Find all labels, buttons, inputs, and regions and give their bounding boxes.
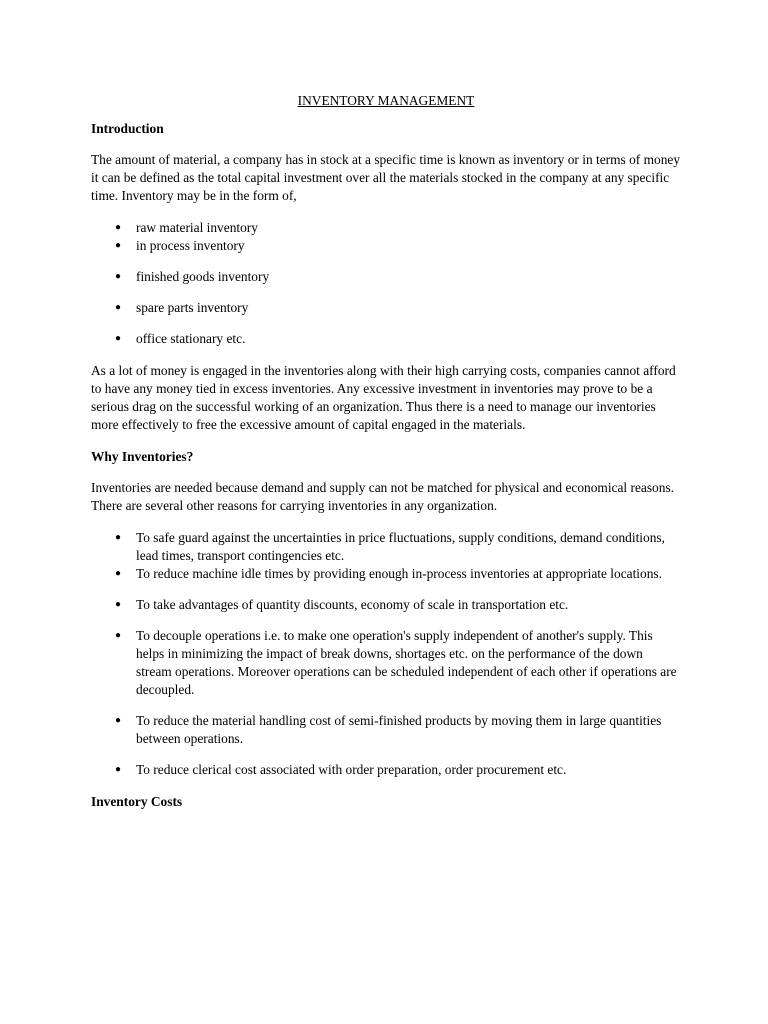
- bullet-icon: ●: [115, 222, 122, 233]
- bullet-icon: ●: [115, 568, 122, 579]
- list-item: [91, 268, 681, 286]
- list-item-text: office stationary etc.: [136, 331, 246, 346]
- list-item-text: To reduce clerical cost associated with order preparation, order procurement etc.: [136, 762, 567, 777]
- excess-investment-paragraph: As a lot of money is engaged in the inventories along with their high carrying costs, companies cannot afford to have any money tied in excess inventories. Any excessive investment in inventories may prove to be a serious drag on the successful working of an organization. Thus there is a need to manage our inventories more effectively to free the excessive amount of capital engaged in the materials.: [91, 363, 676, 432]
- bullet-icon: ●: [115, 333, 122, 344]
- list-item: [91, 712, 681, 748]
- list-item: [91, 219, 681, 237]
- bullet-icon: ●: [115, 599, 122, 610]
- list-item-text: in process inventory: [136, 238, 245, 253]
- list-item: [91, 529, 681, 565]
- list-item-text: To reduce the material handling cost of semi-finished products by moving them in large quantities between operations.: [136, 713, 662, 746]
- why-paragraph: Inventories are needed because demand and supply can not be matched for physical and economical reasons. There are several other reasons for carrying inventories in any organization.: [91, 480, 675, 513]
- list-item: [91, 299, 681, 317]
- list-item-text: raw material inventory: [136, 220, 258, 235]
- list-item-text: finished goods inventory: [136, 269, 270, 284]
- document-body: [91, 92, 681, 824]
- bullet-icon: ●: [115, 715, 122, 726]
- bullet-icon: ●: [115, 630, 122, 641]
- heading-introduction: Introduction: [91, 121, 164, 136]
- heading-inventory-costs: Inventory Costs: [91, 794, 183, 809]
- bullet-icon: ●: [115, 302, 122, 313]
- list-item: [91, 627, 681, 699]
- list-item-text: To safe guard against the uncertainties in price fluctuations, supply conditions, demand conditions, lead times, transport contingencies etc.: [136, 530, 665, 563]
- bullet-icon: ●: [115, 271, 122, 282]
- bullet-icon: ●: [115, 532, 122, 543]
- inventory-forms-list: [91, 219, 681, 348]
- heading-why-inventories: Why Inventories?: [91, 449, 194, 464]
- list-item: [91, 330, 681, 348]
- document-title: INVENTORY MANAGEMENT: [297, 93, 475, 108]
- reasons-list: [91, 529, 681, 779]
- list-item: [91, 565, 681, 583]
- list-item-text: To take advantages of quantity discounts, economy of scale in transportation etc.: [136, 597, 569, 612]
- list-item-text: To decouple operations i.e. to make one operation's supply independent of another's supply. This helps in minimizing the impact of break downs, shortages etc. on the performance of the down stream operations. Moreover operations can be scheduled independent of each other if operations are decoupled.: [136, 628, 677, 697]
- bullet-icon: ●: [115, 764, 122, 775]
- list-item: [91, 237, 681, 255]
- list-item: [91, 596, 681, 614]
- bullet-icon: ●: [115, 240, 122, 251]
- list-item-text: spare parts inventory: [136, 300, 249, 315]
- intro-paragraph: The amount of material, a company has in stock at a specific time is known as inventory or in terms of money it can be defined as the total capital investment over all the materials stocked in the company at any specific time. Inventory may be in the form of,: [91, 152, 681, 203]
- list-item-text: To reduce machine idle times by providing enough in-process inventories at appropriate locations.: [136, 566, 662, 581]
- list-item: [91, 761, 681, 779]
